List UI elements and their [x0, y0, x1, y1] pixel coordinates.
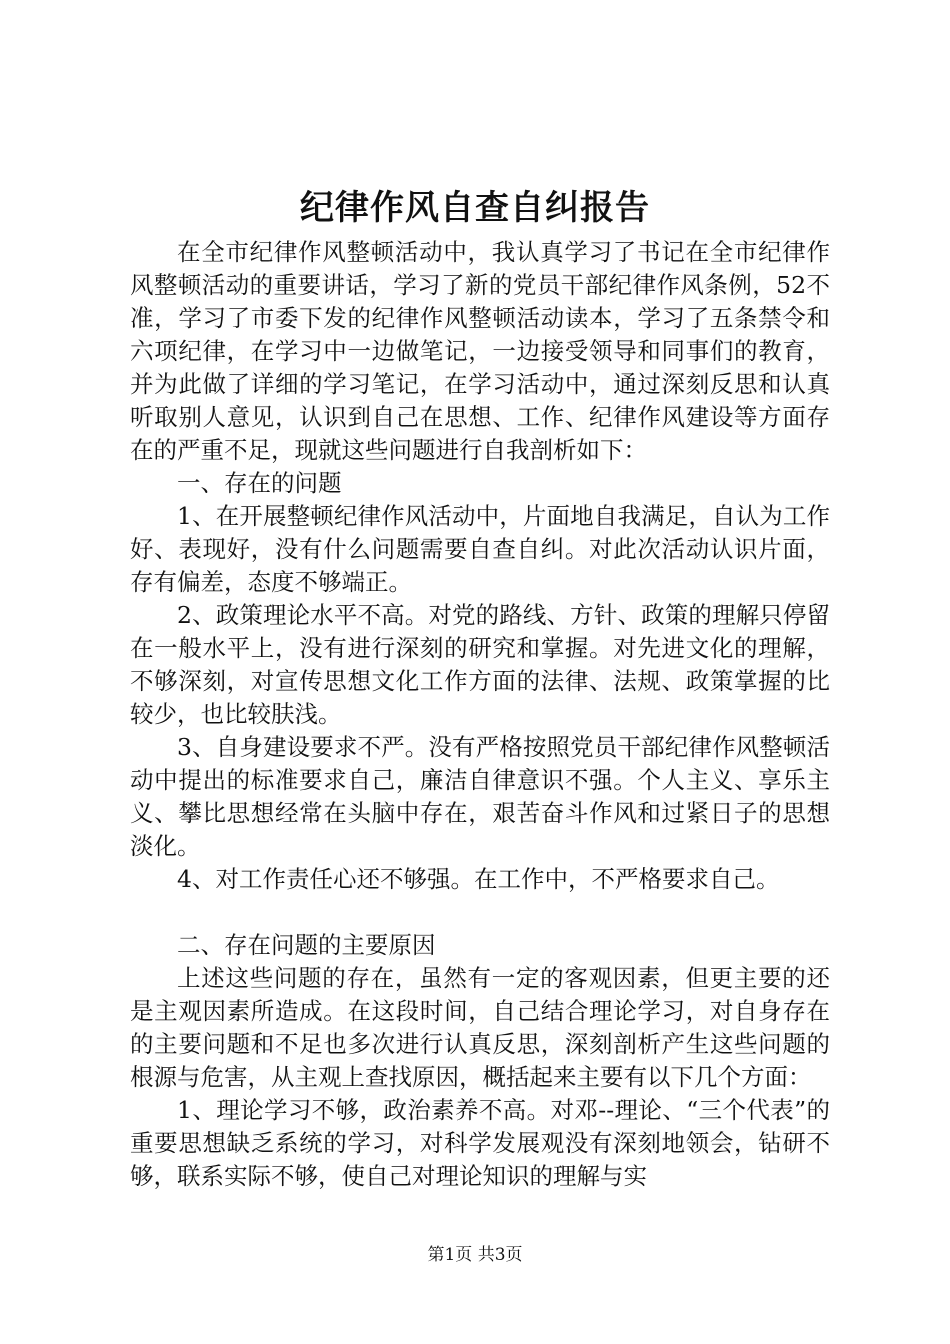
section-heading-causes: 二、存在问题的主要原因: [177, 931, 436, 959]
paragraph-cause-1: 1、理论学习不够，政治素养不高。对邓--理论、“三个代表”的重要思想缺乏系统的学习，对科学发展观没有深刻地领会，钻研不够，联系实际不够，使自己对理论知识的理解与实: [130, 1096, 830, 1190]
section-heading-problems: 一、存在的问题: [177, 469, 342, 497]
paragraph-problem-4: 4、对工作责任心还不够强。在工作中，不严格要求自己。: [177, 865, 780, 893]
paragraph-problem-2: 2、政策理论水平不高。对党的路线、方针、政策的理解只停留在一般水平上，没有进行深刻的研究和掌握。对先进文化的理解，不够深刻，对宣传思想文化工作方面的法律、法规、政策掌握的比较少，也比较肤浅。: [130, 601, 830, 728]
document-title: 纪律作风自查自纠报告: [300, 188, 650, 228]
paragraph-problem-1: 1、在开展整顿纪律作风活动中，片面地自我满足，自认为工作好、表现好，没有什么问题需要自查自纠。对此次活动认识片面，存有偏差，态度不够端正。: [130, 502, 830, 596]
page-footer: 第1页 共3页: [427, 1245, 523, 1265]
paragraph-intro: 在全市纪律作风整顿活动中，我认真学习了书记在全市纪律作风整顿活动的重要讲话，学习了新的党员干部纪律作风条例，52不准，学习了市委下发的纪律作风整顿活动读本，学习了五条禁令和六项纪律，在学习中一边做笔记，一边接受领导和同事们的教育，并为此做了详细的学习笔记，在学习活动中，通过深刻反思和认真听取别人意见，认识到自己在思想、工作、纪律作风建设等方面存在的严重不足，现就这些问题进行自我剖析如下：: [130, 238, 830, 464]
paragraph-causes-intro: 上述这些问题的存在，虽然有一定的客观因素，但更主要的还是主观因素所造成。在这段时间，自己结合理论学习，对自身存在的主要问题和不足也多次进行认真反思，深刻剖析产生这些问题的根源与危害，从主观上查找原因，概括起来主要有以下几个方面：: [130, 964, 830, 1091]
document-body: [130, 236, 830, 1193]
paragraph-problem-3: 3、自身建设要求不严。没有严格按照党员干部纪律作风整顿活动中提出的标准要求自己，廉洁自律意识不强。个人主义、享乐主义、攀比思想经常在头脑中存在，艰苦奋斗作风和过紧日子的思想淡化。: [130, 733, 830, 860]
